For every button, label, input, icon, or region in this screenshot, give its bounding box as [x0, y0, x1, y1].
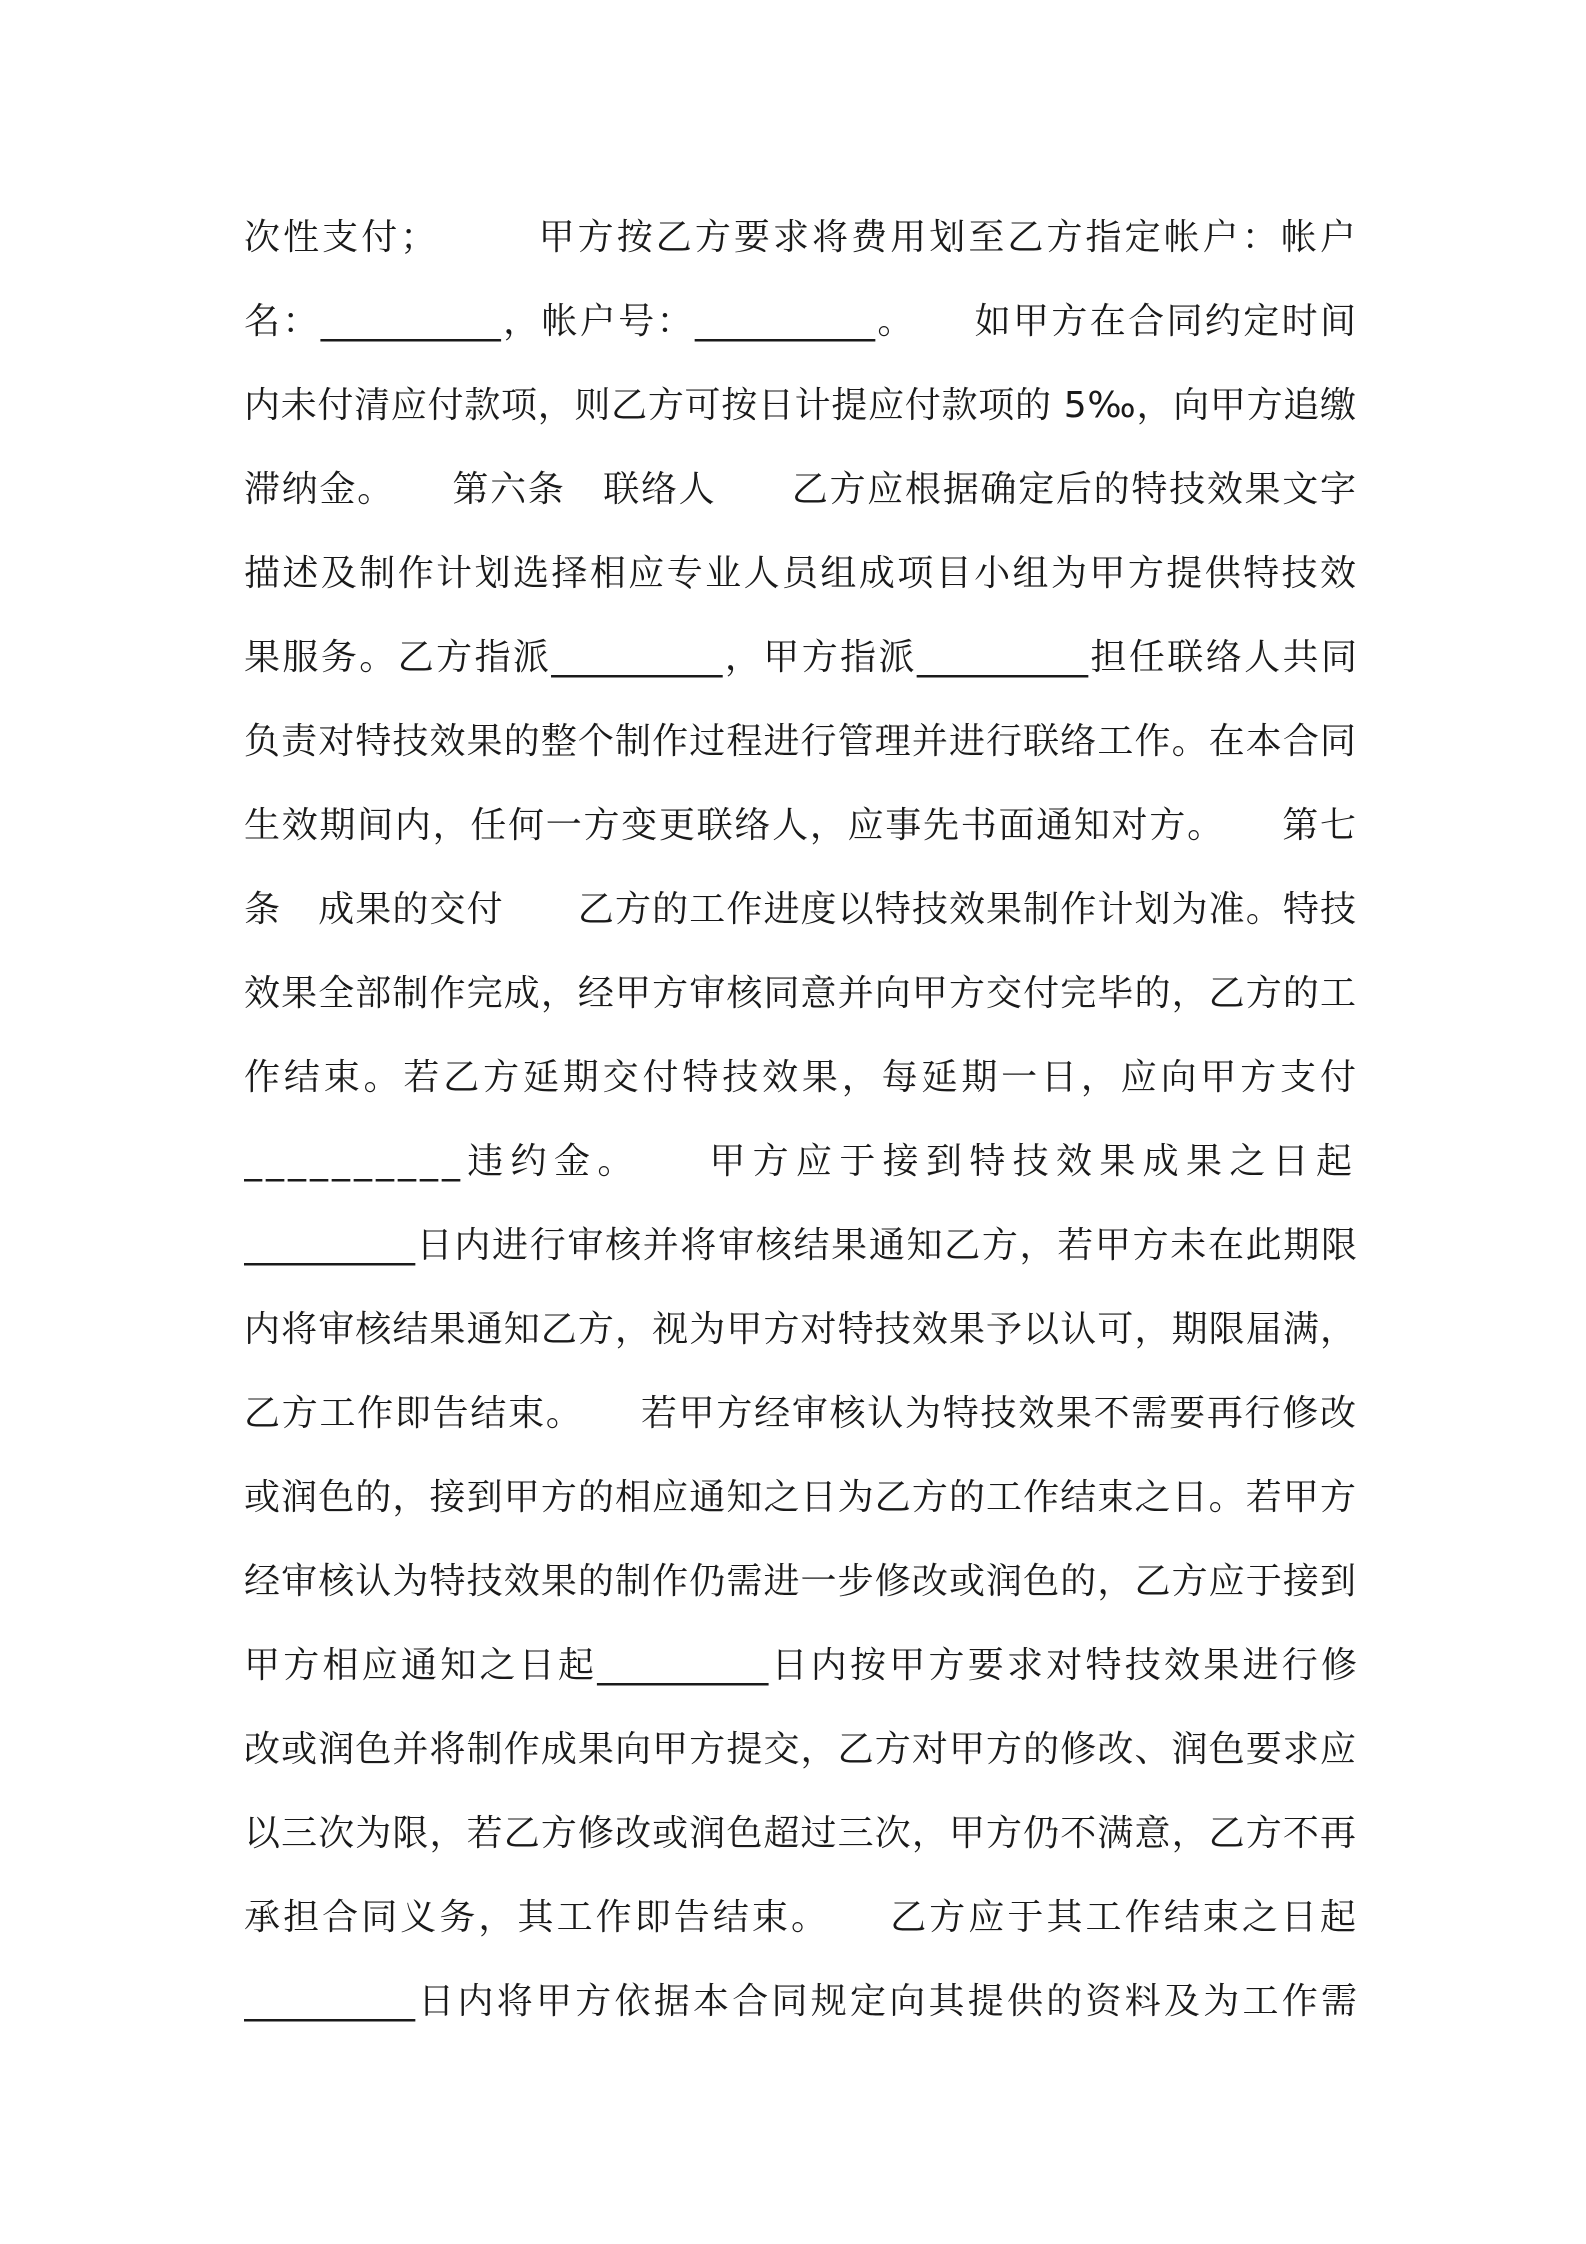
- text-line: 名：__________，帐户号：__________。 如甲方在合同约定时间: [244, 301, 1356, 342]
- text-line: 果服务。乙方指派__________，甲方指派__________担任联络人共同: [244, 637, 1356, 678]
- text-line: 内将审核结果通知乙方，视为甲方对特技效果予以认可，期限届满，: [244, 1309, 1356, 1350]
- text-line: 描述及制作计划选择相应专业人员组成项目小组为甲方提供特技效: [244, 553, 1356, 594]
- text-line: 条 成果的交付 乙方的工作进度以特技效果制作计划为准。特技: [244, 889, 1356, 930]
- text-line: 经审核认为特技效果的制作仍需进一步修改或润色的，乙方应于接到: [244, 1561, 1356, 1602]
- text-line: __________违约金。 甲方应于接到特技效果成果之日起: [244, 1141, 1356, 1182]
- text-line: 乙方工作即告结束。 若甲方经审核认为特技效果不需要再行修改: [244, 1393, 1356, 1434]
- text-line: 作结束。若乙方延期交付特技效果，每延期一日，应向甲方支付: [244, 1057, 1356, 1098]
- text-line: 负责对特技效果的整个制作过程进行管理并进行联络工作。在本合同: [244, 721, 1356, 762]
- text-line: 甲方相应通知之日起__________日内按甲方要求对特技效果进行修: [244, 1645, 1356, 1686]
- text-line: 改或润色并将制作成果向甲方提交，乙方对甲方的修改、润色要求应: [244, 1729, 1356, 1770]
- text-line: 滞纳金。 第六条 联络人 乙方应根据确定后的特技效果文字: [244, 469, 1356, 510]
- text-line: 以三次为限，若乙方修改或润色超过三次，甲方仍不满意，乙方不再: [244, 1813, 1356, 1854]
- text-line: 效果全部制作完成，经甲方审核同意并向甲方交付完毕的，乙方的工: [244, 973, 1356, 1014]
- text-line: __________日内将甲方依据本合同规定向其提供的资料及为工作需: [244, 1981, 1356, 2022]
- text-line: __________日内进行审核并将审核结果通知乙方，若甲方未在此期限: [244, 1225, 1356, 1266]
- text-line: 或润色的，接到甲方的相应通知之日为乙方的工作结束之日。若甲方: [244, 1477, 1356, 1518]
- text-line: 次性支付； 甲方按乙方要求将费用划至乙方指定帐户：帐户: [244, 217, 1356, 258]
- text-line: 生效期间内，任何一方变更联络人，应事先书面通知对方。 第七: [244, 805, 1356, 846]
- contract-body: [244, 196, 1356, 2044]
- text-line: 承担合同义务，其工作即告结束。 乙方应于其工作结束之日起: [244, 1897, 1356, 1938]
- text-line: 内未付清应付款项，则乙方可按日计提应付款项的 5‰，向甲方追缴: [244, 385, 1356, 426]
